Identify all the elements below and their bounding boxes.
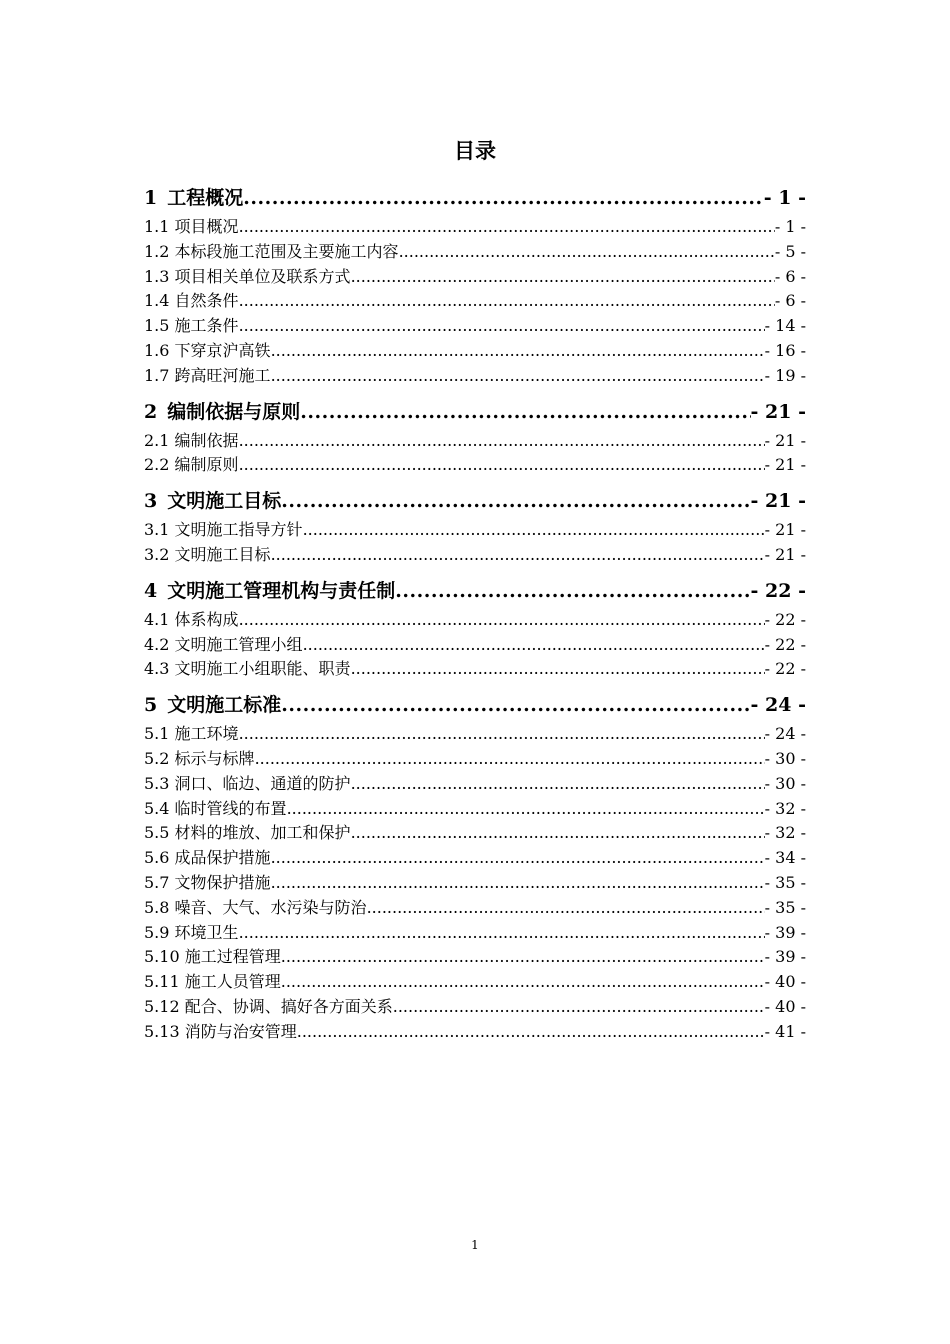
toc-page-number: - 35 - — [764, 872, 806, 892]
toc-section-entry[interactable] — [144, 240, 806, 265]
toc-entry-number: 5.9 — [144, 922, 170, 942]
toc-page-number: - 22 - — [764, 659, 806, 679]
toc-entry-text: 项目相关单位及联系方式 — [174, 266, 351, 286]
toc-entry-label — [144, 364, 271, 389]
toc-entry-text: 施工环境 — [174, 724, 239, 744]
toc-entry-number: 2.2 — [144, 455, 170, 475]
toc-section-entry[interactable] — [144, 921, 806, 946]
toc-section-entry[interactable] — [144, 215, 806, 240]
toc-page-number: - 16 - — [764, 340, 806, 360]
toc-entry-text: 施工条件 — [174, 316, 239, 336]
toc-entry-number: 1 — [144, 187, 158, 209]
toc-entry-number: 4 — [144, 579, 158, 602]
toc-entry-number: 1.3 — [144, 266, 170, 286]
toc-entry-text: 本标段施工范围及主要施工内容 — [174, 241, 399, 261]
toc-entry-text: 项目概况 — [174, 217, 239, 236]
toc-page-number: - 21 - — [750, 490, 806, 513]
toc-dot-leader — [281, 487, 750, 515]
toc-chapter-entry[interactable] — [144, 184, 806, 212]
toc-entry-number: 1.6 — [144, 340, 170, 360]
toc-entry-number: 4.1 — [144, 609, 170, 629]
toc-entry-text: 文明施工目标 — [167, 490, 282, 513]
toc-entry-label — [144, 543, 271, 568]
toc-chapter-entry[interactable] — [144, 577, 806, 605]
toc-entry-text: 洞口、临边、通道的防护 — [174, 773, 351, 793]
toc-dot-leader — [239, 453, 765, 478]
toc-section-entry[interactable] — [144, 995, 806, 1020]
toc-entry-number: 5.8 — [144, 897, 170, 917]
toc-page-number: - 40 - — [764, 996, 806, 1016]
toc-entry-number: 5.7 — [144, 872, 170, 892]
toc-entry-text: 文物保护措施 — [174, 872, 271, 892]
toc-entry-label — [144, 772, 351, 797]
toc-page-number: - 21 - — [764, 544, 806, 564]
toc-section-entry[interactable] — [144, 945, 806, 970]
toc-page-number: - 32 - — [764, 798, 806, 818]
toc-entry-text: 消防与治安管理 — [184, 1021, 297, 1041]
toc-section-entry[interactable] — [144, 970, 806, 995]
toc-entry-number: 5.5 — [144, 823, 170, 843]
toc-chapter-entry[interactable] — [144, 691, 806, 719]
toc-page-number: - 1 - — [763, 187, 806, 209]
toc-dot-leader — [393, 995, 765, 1020]
toc-entry-number: 5.11 — [144, 972, 180, 992]
toc-entry-label — [144, 398, 300, 426]
toc-section-entry[interactable] — [144, 747, 806, 772]
toc-dot-leader — [239, 289, 775, 314]
toc-dot-leader — [351, 265, 775, 290]
toc-entry-text: 体系构成 — [174, 609, 239, 629]
toc-page-number: - 39 - — [764, 947, 806, 967]
toc-entry-text: 环境卫生 — [174, 922, 239, 942]
toc-entry-label — [144, 747, 255, 772]
toc-section-entry[interactable] — [144, 896, 806, 921]
toc-entry-number: 5.2 — [144, 748, 170, 768]
toc-dot-leader — [303, 633, 765, 658]
toc-section-entry[interactable] — [144, 364, 806, 389]
toc-entry-label — [144, 487, 281, 515]
toc-entry-number: 3.2 — [144, 544, 170, 564]
toc-section-entry[interactable] — [144, 846, 806, 871]
toc-dot-leader — [255, 747, 765, 772]
toc-page-number: - 40 - — [764, 972, 806, 992]
toc-dot-leader — [281, 945, 765, 970]
toc-entry-label — [144, 691, 281, 719]
toc-dot-leader — [239, 722, 765, 747]
toc-section-entry[interactable] — [144, 518, 806, 543]
toc-section-entry[interactable] — [144, 871, 806, 896]
toc-page-number: - 14 - — [764, 316, 806, 336]
toc-entry-text: 材料的堆放、加工和保护 — [174, 823, 351, 843]
toc-dot-leader — [271, 543, 765, 568]
toc-dot-leader — [351, 772, 765, 797]
toc-page-number: - 6 - — [774, 266, 806, 286]
toc-dot-leader — [395, 577, 750, 605]
toc-section-entry[interactable] — [144, 429, 806, 454]
toc-entry-label — [144, 184, 243, 212]
toc-page-number: - 22 - — [764, 634, 806, 654]
toc-dot-leader — [239, 314, 765, 339]
toc-dot-leader — [239, 429, 765, 454]
toc-entry-number: 5.10 — [144, 947, 180, 967]
toc-page-number: - 21 - — [764, 430, 806, 450]
toc-entry-label — [144, 657, 351, 682]
toc-entry-number: 5.3 — [144, 773, 170, 793]
toc-dot-leader — [303, 518, 765, 543]
toc-section-entry[interactable] — [144, 453, 806, 478]
toc-dot-leader — [239, 921, 765, 946]
toc-dot-leader — [271, 339, 765, 364]
toc-page-number: - 21 - — [764, 455, 806, 475]
toc-page-number: - 24 - — [764, 724, 806, 744]
toc-section-entry[interactable] — [144, 657, 806, 682]
toc-entry-text: 文明施工管理小组 — [174, 634, 303, 654]
toc-section-entry[interactable] — [144, 797, 806, 822]
toc-entry-label — [144, 633, 303, 658]
toc-dot-leader — [351, 821, 765, 846]
toc-dot-leader — [281, 691, 750, 719]
toc-dot-leader — [399, 240, 775, 265]
toc-entry-label — [144, 896, 367, 921]
toc-page-number: - 22 - — [750, 579, 806, 602]
toc-entry-number: 4.3 — [144, 659, 170, 679]
toc-entry-label — [144, 314, 239, 339]
toc-entry-number: 1.1 — [144, 217, 170, 236]
toc-entry-label — [144, 608, 239, 633]
toc-entry-number: 5.12 — [144, 996, 180, 1016]
toc-entry-label — [144, 722, 239, 747]
toc-entry-text: 施工人员管理 — [184, 972, 281, 992]
toc-dot-leader — [271, 364, 765, 389]
toc-entry-label — [144, 1020, 297, 1045]
toc-entry-number: 1.2 — [144, 241, 170, 261]
toc-section-entry[interactable] — [144, 821, 806, 846]
toc-entry-text: 文明施工目标 — [174, 544, 271, 564]
toc-entry-text: 编制依据 — [174, 430, 239, 450]
toc-entry-label — [144, 921, 239, 946]
toc-entry-number: 3 — [144, 490, 158, 513]
toc-entry-text: 工程概况 — [167, 187, 244, 209]
toc-entry-label — [144, 240, 399, 265]
toc-entry-number: 1.5 — [144, 316, 170, 336]
toc-page-number: - 21 - — [750, 400, 806, 423]
toc-entry-text: 噪音、大气、水污染与防治 — [174, 897, 367, 917]
toc-entry-text: 文明施工管理机构与责任制 — [167, 579, 396, 602]
toc-entry-number: 4.2 — [144, 634, 170, 654]
toc-entry-label — [144, 429, 239, 454]
toc-page-number: - 34 - — [764, 848, 806, 868]
toc-entry-text: 临时管线的布置 — [174, 798, 287, 818]
toc-entry-label — [144, 945, 281, 970]
toc-dot-leader — [239, 215, 775, 240]
toc-entry-number: 5 — [144, 694, 158, 717]
toc-entry-label — [144, 518, 303, 543]
toc-dot-leader — [351, 657, 765, 682]
toc-entry-text: 文明施工指导方针 — [174, 520, 303, 540]
toc-page-number: - 6 - — [774, 291, 806, 311]
toc-entry-number: 2.1 — [144, 430, 170, 450]
toc-entry-text: 配合、协调、搞好各方面关系 — [184, 996, 393, 1016]
toc-dot-leader — [367, 896, 765, 921]
toc-page-number: - 19 - — [764, 365, 806, 385]
toc-page-number: - 5 - — [774, 241, 806, 261]
toc-entry-text: 文明施工标准 — [167, 694, 282, 717]
toc-dot-leader — [281, 970, 765, 995]
toc-section-entry[interactable] — [144, 289, 806, 314]
toc-entry-number: 5.13 — [144, 1021, 180, 1041]
toc-entry-number: 2 — [144, 400, 158, 423]
toc-entry-label — [144, 797, 287, 822]
toc-dot-leader — [271, 871, 765, 896]
toc-entry-label — [144, 995, 393, 1020]
toc-entry-number: 1.7 — [144, 365, 170, 385]
toc-section-entry[interactable] — [144, 314, 806, 339]
toc-entry-text: 下穿京沪高铁 — [174, 340, 271, 360]
toc-entry-text: 自然条件 — [174, 291, 239, 311]
toc-entry-text: 成品保护措施 — [174, 848, 271, 868]
toc-entry-number: 3.1 — [144, 520, 170, 540]
toc-entry-label — [144, 215, 239, 240]
toc-dot-leader — [287, 797, 765, 822]
toc-page-number: - 32 - — [764, 823, 806, 843]
toc-section-entry[interactable] — [144, 339, 806, 364]
toc-entry-text: 文明施工小组职能、职责 — [174, 659, 351, 679]
toc-section-entry[interactable] — [144, 722, 806, 747]
toc-page-number: - 35 - — [764, 897, 806, 917]
toc-entry-label — [144, 339, 271, 364]
toc-section-entry[interactable] — [144, 772, 806, 797]
toc-dot-leader — [243, 184, 764, 212]
toc-dot-leader — [239, 608, 765, 633]
page-title: 目录 — [454, 139, 496, 163]
toc-dot-leader — [271, 846, 765, 871]
toc-entry-label — [144, 289, 239, 314]
toc-page-number: - 41 - — [764, 1021, 806, 1041]
toc-dot-leader — [300, 398, 750, 426]
toc-page-number: - 21 - — [764, 520, 806, 540]
table-of-contents — [144, 184, 806, 1045]
toc-entry-number: 5.6 — [144, 848, 170, 868]
toc-section-entry[interactable] — [144, 265, 806, 290]
toc-dot-leader — [297, 1020, 765, 1045]
toc-page-number: - 22 - — [764, 609, 806, 629]
toc-entry-text: 编制原则 — [174, 455, 239, 475]
toc-page-number: - 30 - — [764, 748, 806, 768]
toc-entry-text: 施工过程管理 — [184, 947, 281, 967]
toc-entry-number: 5.1 — [144, 724, 170, 744]
toc-entry-label — [144, 265, 351, 290]
toc-entry-text: 跨高旺河施工 — [174, 365, 271, 385]
toc-page-number: - 1 - — [774, 217, 806, 236]
toc-page-number: - 39 - — [764, 922, 806, 942]
toc-entry-label — [144, 821, 351, 846]
toc-entry-label — [144, 871, 271, 896]
toc-entry-label — [144, 846, 271, 871]
toc-chapter-entry[interactable] — [144, 487, 806, 515]
toc-section-entry[interactable] — [144, 543, 806, 568]
toc-entry-text: 编制依据与原则 — [167, 400, 301, 423]
toc-entry-number: 5.4 — [144, 798, 170, 818]
toc-section-entry[interactable] — [144, 608, 806, 633]
toc-entry-label — [144, 453, 239, 478]
toc-page-number: - 30 - — [764, 773, 806, 793]
toc-section-entry[interactable] — [144, 633, 806, 658]
page-number: 1 — [471, 1238, 479, 1252]
toc-page-number: - 24 - — [750, 694, 806, 717]
toc-entry-number: 1.4 — [144, 291, 170, 311]
toc-entry-label — [144, 970, 281, 995]
toc-chapter-entry[interactable] — [144, 398, 806, 426]
toc-entry-label — [144, 577, 395, 605]
toc-entry-text: 标示与标牌 — [174, 748, 255, 768]
toc-section-entry[interactable] — [144, 1020, 806, 1045]
